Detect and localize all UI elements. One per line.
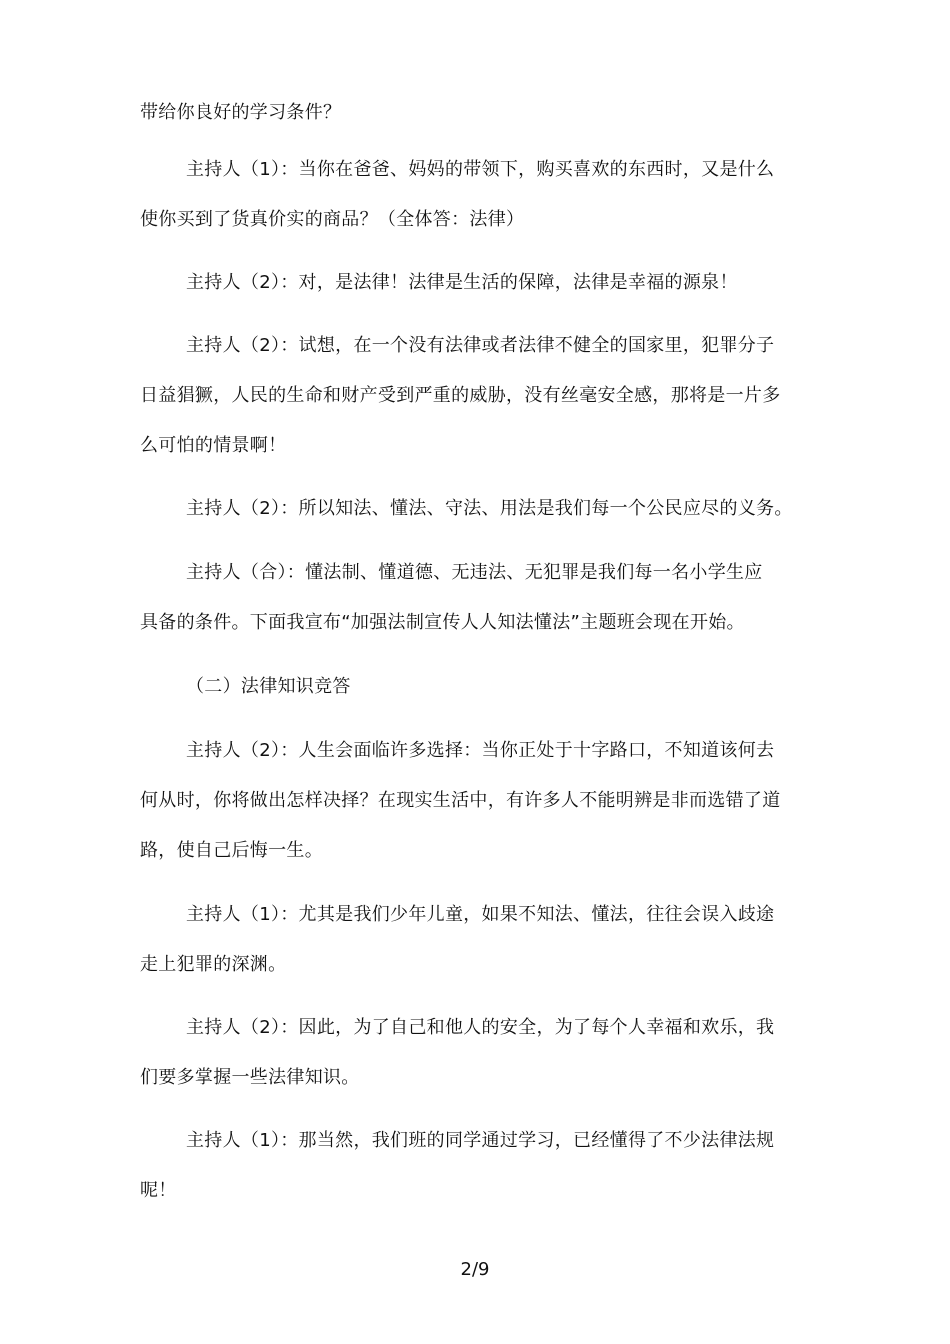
text-line: 主持人（2）：人生会面临许多选择：当你正处于十字路口，不知道该何去 [186,740,775,761]
text-line: 带给你良好的学习条件？ [140,102,342,123]
page-number: 2/9 [460,1259,490,1280]
text-line: 么可怕的情景啊！ [140,435,287,456]
text-line: 主持人（2）：因此，为了自己和他人的安全，为了每个人幸福和欢乐，我 [186,1017,775,1038]
text-line: 们要多掌握一些法律知识。 [140,1067,360,1088]
text-line: 主持人（2）：所以知法、懂法、守法、用法是我们每一个公民应尽的义务。 [186,498,793,519]
text-line: 主持人（1）：尤其是我们少年儿童，如果不知法、懂法，往往会误入歧途 [186,904,775,925]
text-line: 路，使自己后悔一生。 [140,840,323,861]
text-line: 主持人（合）：懂法制、懂道德、无违法、无犯罪是我们每一名小学生应 [186,562,763,583]
text-line: 走上犯罪的深渊。 [140,954,287,975]
text-line: 使你买到了货真价实的商品？（全体答：法律） [140,209,525,230]
text-line: 呢！ [140,1180,177,1201]
text-line: 主持人（2）：试想，在一个没有法律或者法律不健全的国家里，犯罪分子 [186,335,775,356]
text-line: 何从时，你将做出怎样决择？在现实生活中，有许多人不能明辨是非而选错了道 [140,790,781,811]
text-line: 主持人（1）：那当然，我们班的同学通过学习，已经懂得了不少法律法规 [186,1130,775,1151]
text-line: 主持人（2）：对，是法律！法律是生活的保障，法律是幸福的源泉！ [186,272,738,293]
section-heading: （二）法律知识竞答 [186,676,351,697]
text-line: 具备的条件。下面我宣布“加强法制宣传人人知法懂法”主题班会现在开始。 [140,612,745,633]
text-line: 日益猖獗，人民的生命和财产受到严重的威胁，没有丝毫安全感，那将是一片多 [140,385,781,406]
text-line: 主持人（1）：当你在爸爸、妈妈的带领下，购买喜欢的东西时，又是什么 [186,159,775,180]
